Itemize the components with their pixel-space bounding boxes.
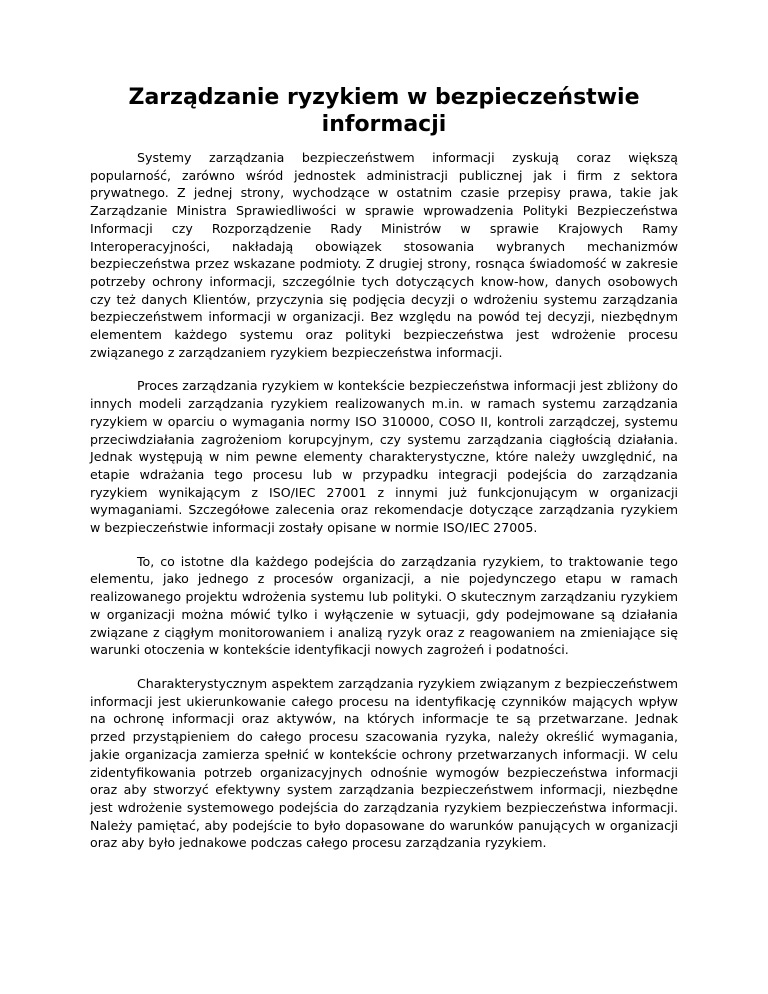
paragraph-4: Charakterystycznym aspektem zarządzania ryzykiem związanym z bezpieczeństwem informacji jest ukierunkowanie całego procesu na identyfikację czynników mających wpływ na ochronę informacji oraz aktywów, na których informacje te są przetwarzane. Jednak przed przystąpieniem do całego procesu szacowania ryzyka, należy określić wymagania, jakie organizacja zamierza spełnić w kontekście ochrony przetwarzanych informacji. W celu zidentyfikowania potrzeb organizacyjnych odnośnie wymogów bezpieczeństwa informacji oraz aby stworzyć efektywny system zarządzania bezpieczeństwem informacji, niezbędne jest wdrożenie systemowego podejścia do zarządzania ryzykiem bezpieczeństwa informacji. Należy pamiętać, aby podejście to było dopasowane do warunków panujących w organizacji oraz aby było jednakowe podczas całego procesu zarządzania ryzykiem. bbox=[90, 675, 678, 851]
document-title: Zarządzanie ryzykiem w bezpieczeństwie informacji bbox=[128, 85, 640, 137]
paragraph-3: To, co istotne dla każdego podejścia do zarządzania ryzykiem, to traktowanie tego elementu, jako jednego z procesów organizacji, a nie pojedynczego etapu w ramach realizowanego projektu wdrożenia systemu lub polityki. O skutecznym zarządzaniu ryzykiem w organizacji można mówić tylko i wyłączenie w sytuacji, gdy podejmowane są działania związane z ciągłym monitorowaniem i analizą ryzyk oraz z reagowaniem na zmieniające się warunki otoczenia w kontekście identyfikacji nowych zagrożeń i podatności. bbox=[90, 553, 678, 658]
document-page bbox=[90, 84, 678, 868]
paragraph-1: Systemy zarządzania bezpieczeństwem informacji zyskują coraz większą popularność, zarówno wśród jednostek administracji publicznej jak i firm z sektora prywatnego. Z jednej strony, wychodzące w ostatnim czasie przepisy prawa, takie jak Zarządzanie Ministra Sprawiedliwości w sprawie wprowadzenia Polityki Bezpieczeństwa Informacji czy Rozporządzenie Rady Ministrów w sprawie Krajowych Ramy Interoperacyjności, nakładają obowiązek stosowania wybranych mechanizmów bezpieczeństwa przez wskazane podmioty. Z drugiej strony, rosnąca świadomość w zakresie potrzeby ochrony informacji, szczególnie tych dotyczących know-how, danych osobowych czy też danych Klientów, przyczynia się podjęcia decyzji o wdrożeniu systemu zarządzania bezpieczeństwem informacji w organizacji. Bez względu na powód tej decyzji, niezbędnym elementem każdego systemu oraz polityki bezpieczeństwa jest wdrożenie procesu związanego z zarządzaniem ryzykiem bezpieczeństwa informacji. bbox=[90, 150, 678, 360]
paragraph-2: Proces zarządzania ryzykiem w kontekście bezpieczeństwa informacji jest zbliżony do innych modeli zarządzania ryzykiem realizowanych m.in. w ramach systemu zarządzania ryzykiem w oparciu o wymagania normy ISO 310000, COSO II, kontroli zarządczej, systemu przeciwdziałania zagrożeniom korupcyjnym, czy systemu zarządzania ciągłością działania. Jednak występują w nim pewne elementy charakterystyczne, które należy uwzględnić, na etapie wdrażania tego procesu lub w przypadku integracji podejścia do zarządzania ryzykiem wynikającym z ISO/IEC 27001 z innymi już funkcjonującym w organizacji wymaganiami. Szczegółowe zalecenia oraz rekomendacje dotyczące zarządzania ryzykiem w bezpieczeństwie informacji zostały opisane w normie ISO/IEC 27005. bbox=[90, 378, 678, 536]
